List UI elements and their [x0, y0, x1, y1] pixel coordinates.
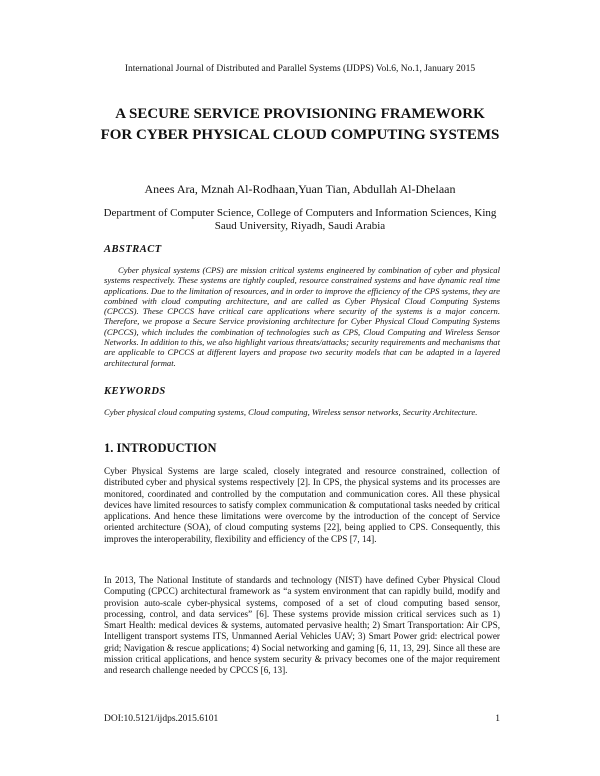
introduction-heading: 1. INTRODUCTION [104, 441, 217, 455]
abstract-heading: ABSTRACT [104, 244, 162, 255]
abstract-text: Cyber physical systems (CPS) are mission critical systems engineered by combination of cyber and physical systems respectively. These systems are tightly coupled, resource constrained systems and have dynamic real time applications. Due to the limitation of resources, and in order to improve the efficiency of the CPS systems, they are combined with cloud computing architecture, and are called as Cyber Physical Cloud Computing Systems (CPCCS). These CPCCS have critical care applications where security of the systems is a major concern. Therefore, we propose a Secure Service provisioning architecture for Cyber Physical Cloud Computing Systems (CPCCS), which includes the combination of technologies such as CPS, Cloud Computing and Wireless Sensor Networks. In addition to this, we also highlight various threats/attacks; security requirements and mechanisms that are applicable to CPCCS at different layers and propose two security models that can be adapted in a layered architectural format. [104, 265, 500, 368]
intro-paragraph-2: In 2013, The National Institute of standards and technology (NIST) have defined Cyber Physical Cloud Computing (CPCC) architectural framework as “a system environment that can rapidly build, modify and provision auto-scale cyber-physical systems, composed of a set of cloud computing based sensor, processing, control, and data services” [6]. These systems provide mission critical services such as 1) Smart Health: medical devices & systems, automated pervasive health; 2) Smart Transportation: Air CPS, Intelligent transport systems ITS, Unmanned Aerial Vehicles UAV; 3) Smart Power grid: electrical power grid; Navigation & rescue applications; 4) Social networking and gaming [6, 11, 13, 29]. Since all these are mission critical applications, and hence system security & privacy becomes one of the major requirement and research challenge needed by CPCCS [6, 13]. [104, 575, 500, 676]
affiliation: Department of Computer Science, College of Computers and Information Sciences, King Saud University, Riyadh, Saudi Arabia [103, 207, 497, 232]
keywords-heading: KEYWORDS [104, 386, 166, 397]
journal-header: International Journal of Distributed and Parallel Systems (IJDPS) Vol.6, No.1, January 2015 [124, 64, 476, 74]
intro-paragraph-1: Cyber Physical Systems are large scaled, closely integrated and resource constrained, collection of distributed cyber and physical systems respectively [2]. In CPS, the physical systems and its processes are monitored, coordinated and controlled by the computation and communication cores. All these physical devices have limited resources to satisfy complex communication & computational tasks needed by critical applications. And hence these limitations were overcome by the introduction of the concept of Service oriented architecture (SOA), of cloud computing systems [22], being applied to CPS. Consequently, this improves the interoperability, flexibility and efficiency of the CPS [7, 14]. [104, 466, 500, 544]
paper-title: A SECURE SERVICE PROVISIONING FRAMEWORK FOR CYBER PHYSICAL CLOUD COMPUTING SYSTEMS [100, 106, 500, 143]
page-number: 1 [495, 714, 500, 724]
doi-footer: DOI:10.5121/ijdps.2015.6101 [104, 714, 219, 724]
keywords-text: Cyber physical cloud computing systems, Cloud computing, Wireless sensor networks, Security Architecture. [104, 407, 478, 417]
author-list: Anees Ara, Mznah Al-Rodhaan,Yuan Tian, Abdullah Al-Dhelaan [144, 182, 456, 196]
